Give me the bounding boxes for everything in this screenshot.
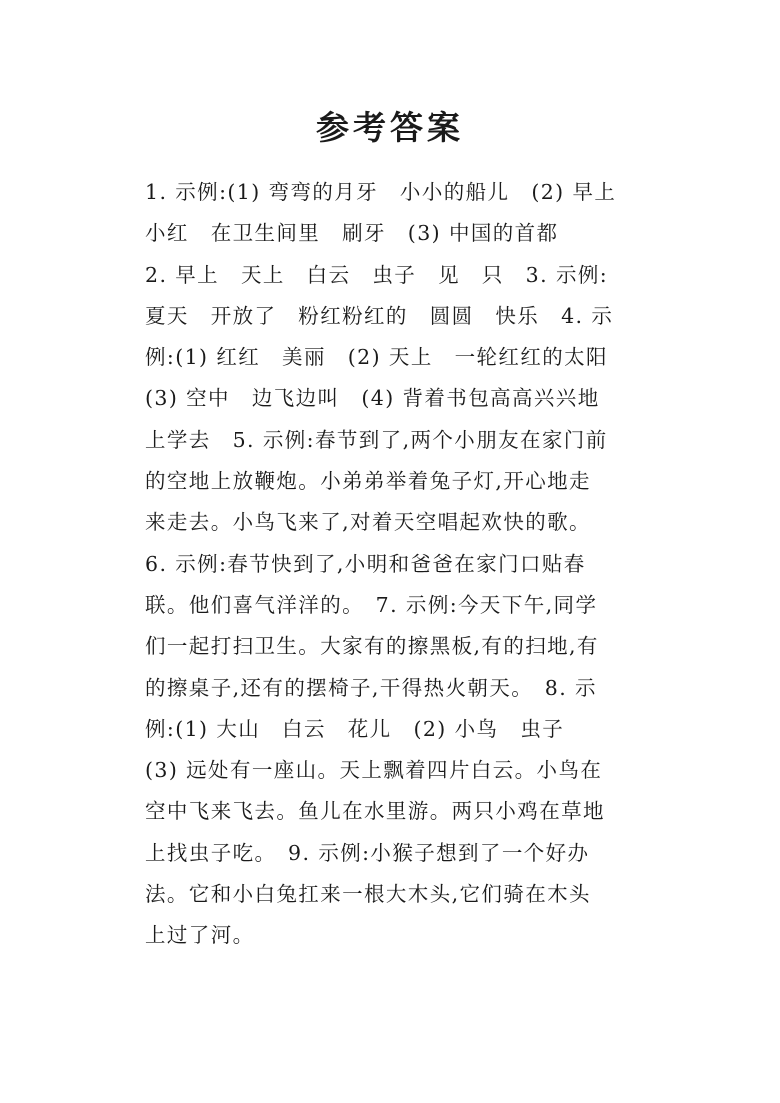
answer-line: (3) 空中 边飞边叫 (4) 背着书包高高兴兴地 <box>145 386 600 411</box>
answer-line: 上过了河。 <box>145 923 255 948</box>
answer-line: 1. 示例:(1) 弯弯的月牙 小小的船儿 (2) 早上 <box>145 180 617 204</box>
answer-body <box>145 172 645 957</box>
answer-line: 2. 早上 天上 白云 虫子 见 只 3. 示例: <box>145 262 609 287</box>
answer-line: 来走去。小鸟飞来了,对着天空唱起欢快的歌。 <box>145 510 591 535</box>
answer-line: 上找虫子吃。 9. 示例:小猴子想到了一个好办 <box>145 840 590 865</box>
answer-line: 例:(1) 大山 白云 花儿 (2) 小鸟 虫子 <box>145 716 565 741</box>
answer-line: 们一起打扫卫生。大家有的擦黑板,有的扫地,有 <box>145 634 599 659</box>
answer-line: 小红 在卫生间里 刷牙 (3) 中国的首都 <box>145 221 559 246</box>
answer-line: 联。他们喜气洋洋的。 7. 示例:今天下午,同学 <box>145 592 598 617</box>
answer-line: 夏天 开放了 粉红粉红的 圆圆 快乐 4. 示 <box>145 303 614 328</box>
page-title: 参考答案 <box>316 108 464 147</box>
answer-line: 的空地上放鞭炮。小弟弟举着兔子灯,开心地走 <box>145 469 591 494</box>
answer-line: 的擦桌子,还有的摆椅子,干得热火朝天。 8. 示 <box>145 675 597 700</box>
answer-line: 法。它和小白兔扛来一根大木头,它们骑在木头 <box>145 882 591 907</box>
answer-line: 空中飞来飞去。鱼儿在水里游。两只小鸡在草地 <box>145 799 605 824</box>
answer-line: 6. 示例:春节快到了,小明和爸爸在家门口贴春 <box>145 551 586 576</box>
answer-line: (3) 远处有一座山。天上飘着四片白云。小鸟在 <box>145 758 603 783</box>
answer-line: 例:(1) 红红 美丽 (2) 天上 一轮红红的太阳 <box>145 345 608 370</box>
answer-line: 上学去 5. 示例:春节到了,两个小朋友在家门前 <box>145 427 608 452</box>
